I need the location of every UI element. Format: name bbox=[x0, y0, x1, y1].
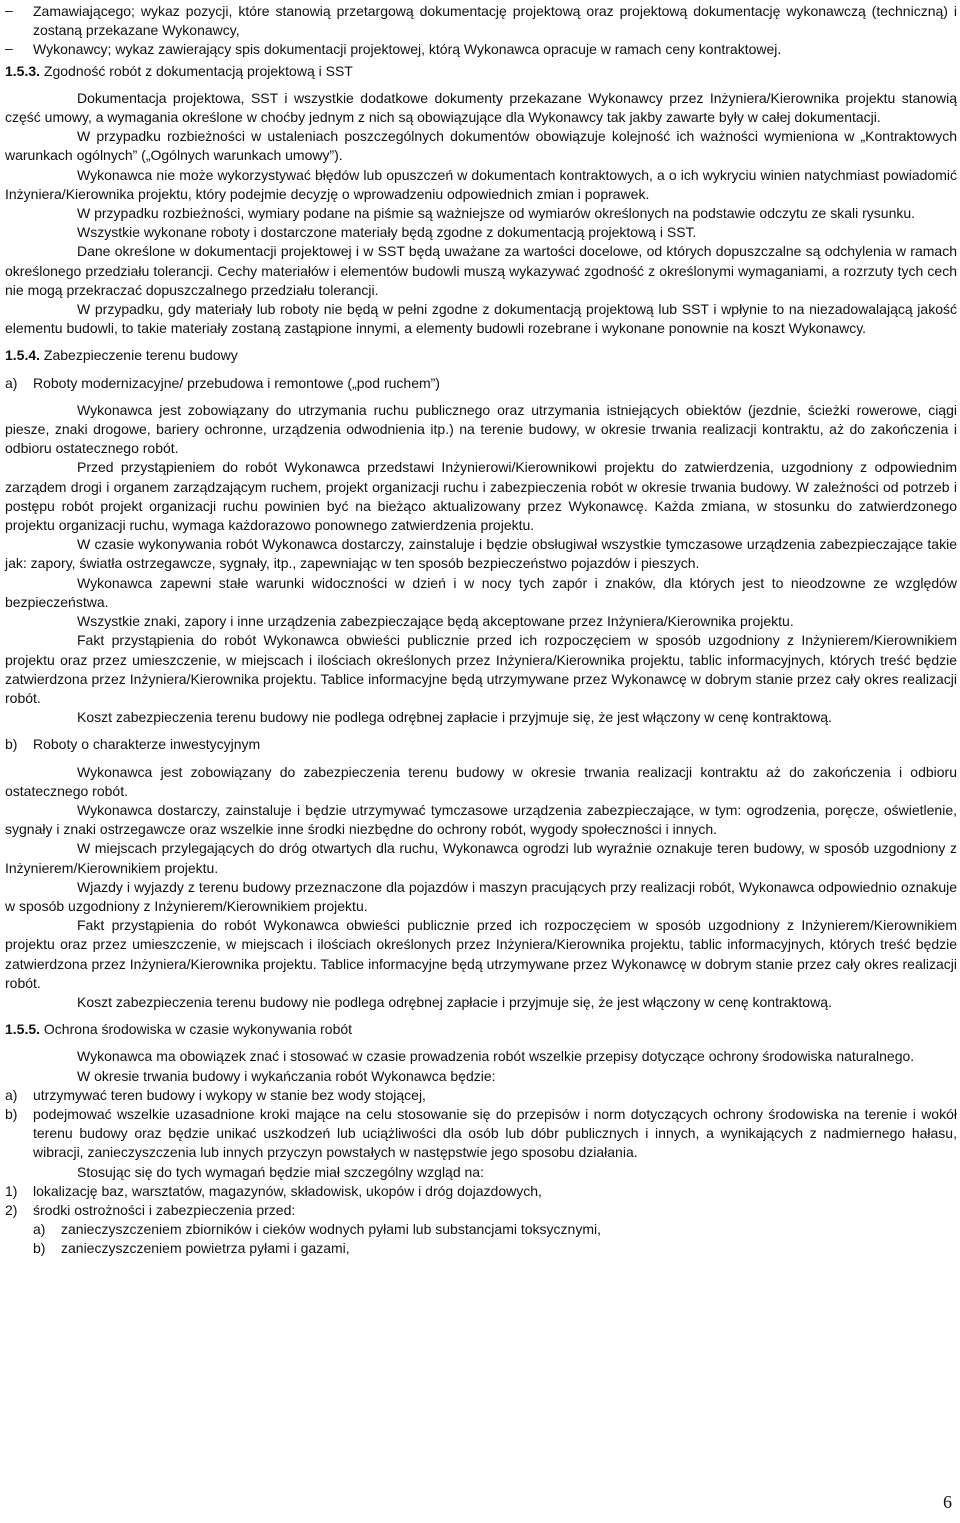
section-number: 1.5.5. bbox=[5, 1021, 41, 1038]
nested-list-item bbox=[5, 1220, 957, 1239]
nested-list-item bbox=[5, 1239, 957, 1258]
paragraph: W przypadku rozbieżności, wymiary podane na piśmie są ważniejsze od wymiarów określonych na podstawie odczytu ze skali rysunku. bbox=[77, 205, 916, 222]
list-mark: b) bbox=[33, 1240, 46, 1257]
list-text: podejmować wszelkie uzasadnione kroki mające na celu stosowanie się do przepisów i norm dotyczących ochrony środowiska na terenie i wokół terenu budowy oraz będzie unikać uszkodzeń lub uciążliwości dla osób lub dóbr publicznych i innych, a wynikających z nadmiernego hałasu, wibracji, zanieczyszczenia lub innych przyczyn powstałych w następstwie jego sposobu działania. bbox=[33, 1105, 957, 1161]
paragraph: Wjazdy i wyjazdy z terenu budowy przeznaczone dla pojazdów i maszyn pracujących przy realizacji robót, Wykonawca odpowiednio oznakuje w sposób uzgodniony z Inżynierem/Kierownikiem projektu. bbox=[5, 878, 957, 914]
paragraph: Koszt zabezpieczenia terenu budowy nie podlega odrębnej zapłacie i przyjmuje się, że jest włączony w cenę kontraktową. bbox=[77, 993, 832, 1010]
subsection-title: Roboty modernizacyjne/ przebudowa i remontowe („pod ruchem”) bbox=[33, 374, 440, 391]
dash-mark: – bbox=[5, 40, 13, 57]
dash-item bbox=[5, 2, 957, 40]
paragraph: Wszystkie wykonane roboty i dostarczone materiały będą zgodne z dokumentacją projektową i SST. bbox=[77, 224, 697, 241]
list-text: zanieczyszczeniem zbiorników i cieków wodnych pyłami lub substancjami toksycznymi, bbox=[61, 1221, 601, 1238]
paragraph: Dokumentacja projektowa, SST i wszystkie dodatkowe dokumenty przekazane Wykonawcy przez Inżyniera/Kierownika projektu stanowią część umowy, a wymagania określone w choćby jednym z nich są obowiązujące dla Wykonawcy tak jakby zawarte były w całej dokumentacji. bbox=[5, 89, 957, 126]
paragraph: W miejscach przylegających do dróg otwartych dla ruchu, Wykonawca ogrodzi lub wyraźnie oznakuje teren budowy, w sposób uzgodniony z Inżynierem/Kierownikiem projektu. bbox=[5, 840, 957, 876]
list-mark: 2) bbox=[5, 1201, 18, 1218]
paragraph: W czasie wykonywania robót Wykonawca dostarczy, zainstaluje i będzie obsługiwał wszystkie tymczasowe urządzenia zabezpieczające takie jak: zapory, światła ostrzegawcze, sygnały, itp., zapewniając w ten sposób bezpieczeństwo pojazdów i pieszych. bbox=[5, 536, 957, 572]
subsection-a-heading bbox=[5, 374, 957, 393]
list-mark: a) bbox=[5, 1086, 18, 1103]
document-page bbox=[5, 2, 957, 1259]
list-text: środki ostrożności i zabezpieczenia przed: bbox=[33, 1201, 296, 1218]
subsection-title: Roboty o charakterze inwestycyjnym bbox=[33, 736, 261, 753]
section-title: Zgodność robót z dokumentacją projektową i SST bbox=[40, 62, 353, 79]
numbered-item bbox=[5, 1201, 957, 1220]
section-heading-1-5-4 bbox=[5, 346, 957, 365]
section-number: 1.5.4. bbox=[5, 347, 41, 364]
list-item bbox=[5, 1086, 957, 1105]
paragraph: Wszystkie znaki, zapory i inne urządzenia zabezpieczające będą akceptowane przez Inżyniera/Kierownika projektu. bbox=[77, 613, 794, 630]
section-title: Zabezpieczenie terenu budowy bbox=[40, 347, 238, 364]
section-number: 1.5.3. bbox=[5, 62, 41, 79]
paragraph: Dane określone w dokumentacji projektowej i w SST będą uważane za wartości docelowe, od których dopuszczalne są odchylenia w ramach określonego przedziału tolerancji. Cechy materiałów i elementów budowli muszą wykazywać zgodność z określonymi wymaganiami, a rozrzuty tych cech nie mogą przekraczać dopuszczalnego przedziału tolerancji. bbox=[5, 243, 957, 298]
paragraph: Fakt przystąpienia do robót Wykonawca obwieści publicznie przed ich rozpoczęciem w sposób uzgodniony z Inżynierem/Kierownikiem projektu oraz przez umieszczenie, w miejscach i ilościach określonych przez Inżyniera/Kierownika projektu, tablic informacyjnych, których treść będzie zatwierdzona przez Inżyniera/Kierownika projektu. Tablice informacyjne będą utrzymywane przez Wykonawcę w dobrym stanie przez cały okres realizacji robót. bbox=[5, 917, 957, 991]
subsection-mark: b) bbox=[5, 736, 18, 753]
paragraph: Wykonawca dostarczy, zainstaluje i będzie utrzymywać tymczasowe urządzenia zabezpieczające, w tym: ogrodzenia, poręcze, oświetlenie, sygnały i znaki ostrzegawcze oraz wszelkie inne środki niezbędne do ochrony robót, wygody społeczności i innych. bbox=[5, 801, 957, 838]
list-text: zanieczyszczeniem powietrza pyłami i gazami, bbox=[61, 1240, 350, 1257]
paragraph: W przypadku rozbieżności w ustaleniach poszczególnych dokumentów obowiązuje kolejność ich ważności wymieniona w „Kontraktowych warunkach ogólnych” („Ogólnych warunkach umowy”). bbox=[5, 128, 957, 164]
page-number: 6 bbox=[943, 1492, 952, 1512]
paragraph: Wykonawca zapewni stałe warunki widoczności w dzień i w nocy tych zapór i znaków, dla których jest to nieodzowne ze względów bezpieczeństwa. bbox=[5, 574, 957, 610]
paragraph: Wykonawca jest zobowiązany do zabezpieczenia terenu budowy w okresie trwania realizacji kontraktu aż do zakończenia i odbioru ostatecznego robót. bbox=[5, 763, 957, 799]
subsection-mark: a) bbox=[5, 374, 18, 391]
paragraph: Przed przystąpieniem do robót Wykonawca przedstawi Inżynierowi/Kierownikowi projektu do zatwierdzenia, uzgodniony z odpowiednim zarządem drogi i organem zarządzającym ruchem, projekt organizacji ruchu i zabezpieczenia robót w okresie trwania budowy. W zależności od potrzeb i postępu robót projekt organizacji ruchu powinien być na bieżąco aktualizowany przez Wykonawcę. Każda zmiana, w stosunku do zatwierdzonego projektu organizacji ruchu, wymaga każdorazowo ponownego zatwierdzenia projektu. bbox=[5, 459, 957, 534]
subsection-b-heading bbox=[5, 735, 957, 754]
paragraph: Koszt zabezpieczenia terenu budowy nie podlega odrębnej zapłacie i przyjmuje się, że jest włączony w cenę kontraktową. bbox=[77, 709, 832, 726]
list-item bbox=[5, 1105, 957, 1163]
paragraph: Stosując się do tych wymagań będzie miał szczególny wzgląd na: bbox=[77, 1163, 484, 1180]
dash-mark: – bbox=[5, 2, 13, 18]
dash-item bbox=[5, 40, 957, 59]
list-mark: 1) bbox=[5, 1182, 18, 1199]
dash-text: Zamawiającego; wykaz pozycji, które stanowią przetargową dokumentację projektową oraz projektową dokumentację wykonawczą (techniczną) i zostaną przekazane Wykonawcy, bbox=[33, 3, 957, 39]
section-heading-1-5-5 bbox=[5, 1020, 957, 1039]
list-text: utrzymywać teren budowy i wykopy w stanie bez wody stojącej, bbox=[33, 1086, 426, 1103]
list-mark: b) bbox=[5, 1105, 18, 1122]
section-title: Ochrona środowiska w czasie wykonywania robót bbox=[40, 1021, 353, 1038]
dash-text: Wykonawcy; wykaz zawierający spis dokumentacji projektowej, którą Wykonawca opracuje w ramach ceny kontraktowej. bbox=[33, 41, 782, 58]
paragraph: W przypadku, gdy materiały lub roboty nie będą w pełni zgodne z dokumentacją projektową lub SST i wpłynie to na niezadowalającą jakość elementu budowli, to takie materiały zostaną zastąpione innymi, a elementy budowli rozebrane i wykonane ponownie na koszt Wykonawcy. bbox=[5, 301, 957, 337]
paragraph: Fakt przystąpienia do robót Wykonawca obwieści publicznie przed ich rozpoczęciem w sposób uzgodniony z Inżynierem/Kierownikiem projektu oraz przez umieszczenie, w miejscach i ilościach określonych przez Inżyniera/Kierownika projektu, tablic informacyjnych, których treść będzie zatwierdzona przez Inżyniera/Kierownika projektu. Tablice informacyjne będą utrzymywane przez Wykonawcę w dobrym stanie przez cały okres realizacji robót. bbox=[5, 632, 957, 706]
numbered-item bbox=[5, 1182, 957, 1201]
paragraph: Wykonawca jest zobowiązany do utrzymania ruchu publicznego oraz utrzymania istniejących obiektów (jezdnie, ścieżki rowerowe, ciągi piesze, znaki drogowe, bariery ochronne, urządzenia odwodnienia itp.) na terenie budowy, w okresie trwania realizacji kontraktu, aż do zakończenia i odbioru ostatecznego robót. bbox=[5, 401, 957, 457]
paragraph: W okresie trwania budowy i wykańczania robót Wykonawca będzie: bbox=[77, 1067, 496, 1084]
section-heading-1-5-3 bbox=[5, 62, 957, 81]
list-text: lokalizację baz, warsztatów, magazynów, składowisk, ukopów i dróg dojazdowych, bbox=[33, 1182, 542, 1199]
paragraph: Wykonawca ma obowiązek znać i stosować w czasie prowadzenia robót wszelkie przepisy dotyczące ochrony środowiska naturalnego. bbox=[77, 1048, 915, 1065]
paragraph: Wykonawca nie może wykorzystywać błędów lub opuszczeń w dokumentach kontraktowych, a o ich wykryciu winien natychmiast powiadomić Inżyniera/Kierownika projektu, który podejmie decyzję o wprowadzeniu odpowiednich zmian i poprawek. bbox=[5, 166, 957, 202]
list-mark: a) bbox=[33, 1221, 46, 1238]
